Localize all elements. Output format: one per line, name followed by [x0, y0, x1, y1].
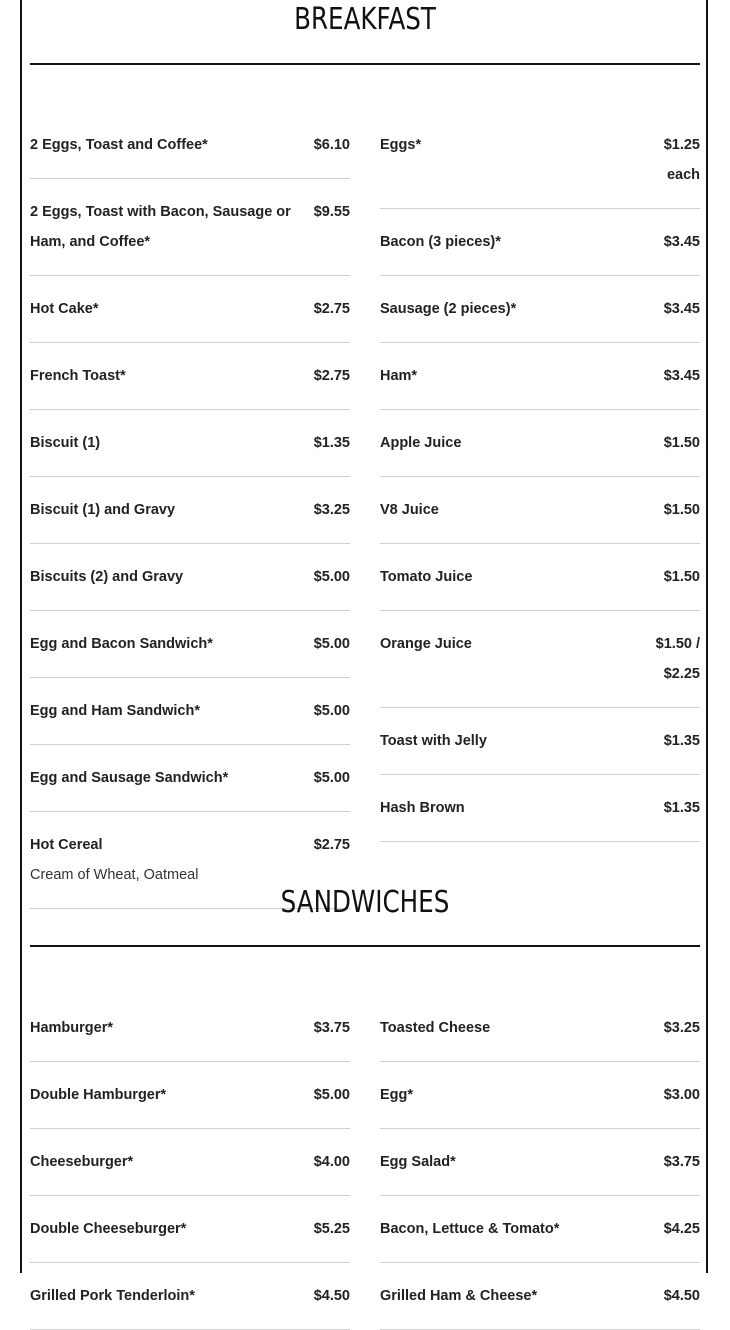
menu-item-price-extra: each [666, 167, 700, 183]
menu-item [30, 179, 350, 276]
menu-item-price [664, 562, 700, 592]
menu-item-price-value: $3.45 [663, 234, 700, 250]
menu-item-price [314, 361, 350, 391]
menu-item-name: Double Cheeseburger* [30, 1221, 187, 1237]
menu-item-price-value: $1.35 [663, 733, 700, 749]
menu-item-price-value: $5.00 [313, 569, 350, 585]
menu-item-price-value: $4.00 [313, 1154, 350, 1170]
menu-item-price [314, 696, 350, 726]
menu-item [380, 1196, 700, 1263]
menu-item-price-value: $5.25 [313, 1221, 350, 1237]
menu-item-price [656, 629, 700, 689]
menu-item [380, 775, 700, 842]
sandwiches-right-column [380, 995, 700, 1330]
menu-item [380, 343, 700, 410]
menu-item-name: Biscuit (1) [30, 435, 101, 451]
menu-item [30, 112, 350, 179]
menu-item-price-value: $2.75 [313, 368, 350, 384]
menu-item-name: Ham* [380, 368, 418, 384]
menu-item-name: Apple Juice [380, 435, 462, 451]
menu-item-name: Orange Juice [380, 636, 472, 652]
menu-item-price [314, 562, 350, 592]
menu-item-name: Biscuits (2) and Gravy [30, 569, 184, 585]
menu-item-price-value: $3.45 [663, 368, 700, 384]
menu-item [30, 1062, 350, 1129]
menu-item-price-value: $1.35 [663, 800, 700, 816]
menu-item-price [314, 428, 350, 458]
menu-item [30, 1129, 350, 1196]
menu-item [380, 1263, 700, 1330]
menu-item [30, 276, 350, 343]
sandwiches-left-column [30, 995, 350, 1330]
menu-item [380, 209, 700, 276]
menu-item-price-value: $4.50 [313, 1288, 350, 1304]
menu-item [380, 1129, 700, 1196]
menu-item-name: Hot Cake* [30, 301, 99, 317]
menu-item [30, 995, 350, 1062]
menu-item-price-value: $4.50 [663, 1288, 700, 1304]
menu-item [380, 708, 700, 775]
menu-item-name: Egg Salad* [380, 1154, 456, 1170]
menu-item-price-extra: $2.25 [663, 666, 700, 682]
menu-item-name: Hash Brown [380, 800, 465, 816]
menu-item-price-value: $3.00 [663, 1087, 700, 1103]
menu-item [380, 112, 700, 209]
menu-item-price [664, 227, 700, 257]
menu-item-name: Eggs* [380, 137, 422, 153]
menu-item-name: Cheeseburger* [30, 1154, 134, 1170]
menu-item-price [664, 1147, 700, 1177]
menu-item [30, 611, 350, 678]
menu-item [30, 343, 350, 410]
menu-item-name: Egg and Bacon Sandwich* [30, 636, 213, 652]
menu-item-name: Bacon (3 pieces)* [380, 234, 501, 250]
menu-item [30, 745, 350, 812]
menu-item-price [314, 629, 350, 659]
menu-item [380, 544, 700, 611]
menu-item-price [664, 294, 700, 324]
menu-item-price [664, 130, 700, 190]
menu-item-name: Double Hamburger* [30, 1087, 167, 1103]
menu-item [380, 995, 700, 1062]
menu-item-price-value: $5.00 [313, 636, 350, 652]
menu-item-price [664, 428, 700, 458]
menu-item-name: Biscuit (1) and Gravy [30, 502, 176, 518]
menu-item-price-value: $5.00 [313, 770, 350, 786]
menu-item-price [314, 197, 350, 227]
menu-item-price-value: $3.75 [313, 1020, 350, 1036]
menu-item-name: French Toast* [30, 368, 126, 384]
menu-item-price-value: $9.55 [313, 204, 350, 220]
menu-item-price [314, 495, 350, 525]
menu-item-price-value: $2.75 [313, 837, 350, 853]
menu-item-name: Egg and Ham Sandwich* [30, 703, 200, 719]
menu-item-price-value: $1.50 [663, 435, 700, 451]
menu-item-price [664, 1080, 700, 1110]
menu-item [380, 276, 700, 343]
menu-item-price-value: $5.00 [313, 1087, 350, 1103]
menu-item-description: Cream of Wheat, Oatmeal [30, 867, 199, 883]
menu-item-name: Toasted Cheese [380, 1020, 491, 1036]
menu-item-price [664, 361, 700, 391]
menu-item-price [314, 830, 350, 860]
menu-item-price [314, 294, 350, 324]
menu-item-name: Hot Cereal [30, 837, 103, 853]
menu-item-price [314, 1281, 350, 1311]
section-title-sandwiches: SANDWICHES [280, 885, 450, 920]
menu-item [30, 1196, 350, 1263]
menu-item-price [314, 763, 350, 793]
menu-item-price-value: $3.45 [663, 301, 700, 317]
menu-item-price [314, 1214, 350, 1244]
menu-item [30, 477, 350, 544]
section-divider [30, 63, 700, 65]
menu-item-price [664, 1013, 700, 1043]
breakfast-right-column [380, 112, 700, 842]
menu-item [380, 477, 700, 544]
menu-item-price [314, 1013, 350, 1043]
menu-item-name: Toast with Jelly [380, 733, 487, 749]
menu-item-price [314, 1147, 350, 1177]
menu-item-price-value: $5.00 [313, 703, 350, 719]
menu-item-name: Sausage (2 pieces)* [380, 301, 517, 317]
menu-item-name: Tomato Juice [380, 569, 473, 585]
menu-item-price [664, 1281, 700, 1311]
menu-item-name: Egg* [380, 1087, 414, 1103]
menu-item [30, 678, 350, 745]
menu-item-name: Hamburger* [30, 1020, 113, 1036]
menu-item-name: V8 Juice [380, 502, 439, 518]
menu-item [30, 410, 350, 477]
menu-item [30, 1263, 350, 1330]
menu-item [380, 1062, 700, 1129]
menu-item-price-value: $1.50 [663, 502, 700, 518]
menu-item [380, 611, 700, 708]
menu-item-name: Egg and Sausage Sandwich* [30, 770, 229, 786]
menu-item-name: 2 Eggs, Toast with Bacon, Sausage or Ham, and Coffee* [30, 204, 291, 250]
menu-item-name: Bacon, Lettuce & Tomato* [380, 1221, 560, 1237]
menu-item-price-value: $1.50 [663, 569, 700, 585]
menu-item-price-value: $6.10 [313, 137, 350, 153]
menu-item-price-value: $3.25 [313, 502, 350, 518]
menu-item-name: Grilled Ham & Cheese* [380, 1288, 538, 1304]
menu-item-price-value: $3.75 [663, 1154, 700, 1170]
menu-item-price [314, 1080, 350, 1110]
menu-item-price-value: $1.25 [663, 137, 700, 153]
menu-item-price [664, 793, 700, 823]
menu-item-price-value: $4.25 [663, 1221, 700, 1237]
menu-item-name: Grilled Pork Tenderloin* [30, 1288, 195, 1304]
menu-item [30, 544, 350, 611]
menu-item-price [664, 1214, 700, 1244]
breakfast-left-column [30, 112, 350, 909]
menu-item-price-value: $2.75 [313, 301, 350, 317]
menu-item-price [314, 130, 350, 160]
menu-item-price-value: $3.25 [663, 1020, 700, 1036]
menu-item-price-value: $1.35 [313, 435, 350, 451]
menu-item-price [664, 726, 700, 756]
menu-item-price [664, 495, 700, 525]
menu-item [380, 410, 700, 477]
menu-item-name: 2 Eggs, Toast and Coffee* [30, 137, 208, 153]
section-divider [30, 945, 700, 947]
menu-item-price-value: $1.50 / [655, 636, 700, 652]
section-title-breakfast: BREAKFAST [294, 2, 436, 37]
